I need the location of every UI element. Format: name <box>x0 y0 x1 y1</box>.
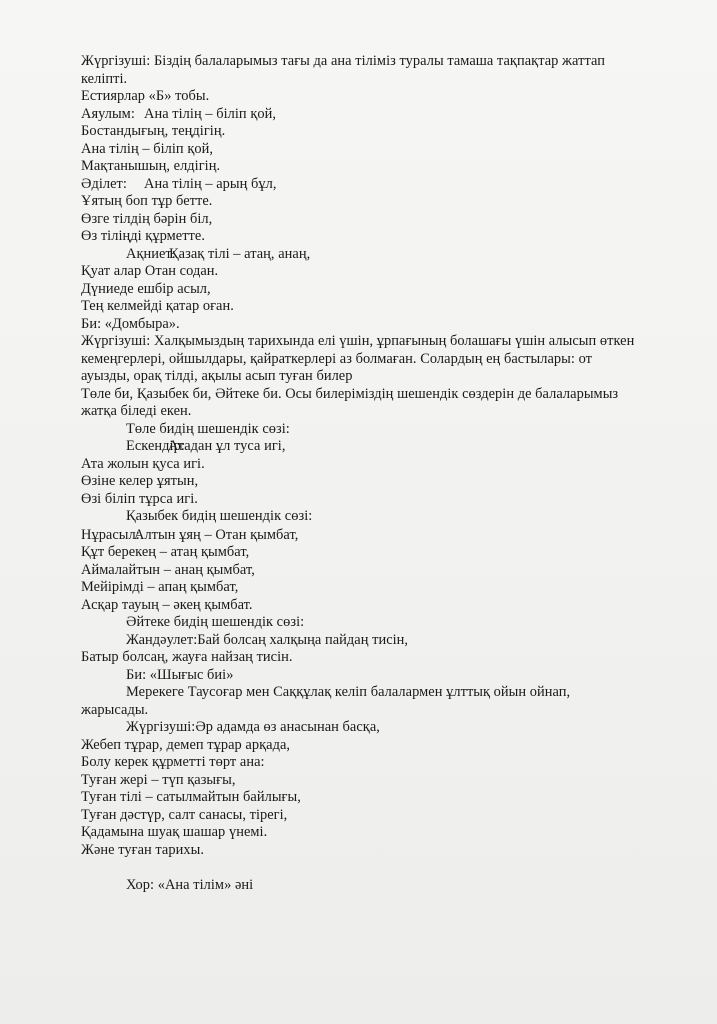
poem-line <box>81 106 641 124</box>
dance-line: Би: «Шығыс биі» <box>126 666 234 683</box>
document-body <box>81 53 641 894</box>
verse-text: Қазақ тілі – атаң, анаң, <box>169 245 311 262</box>
choir-line: Хор: «Ана тілім» әні <box>126 876 254 893</box>
poem-line: Мейірімді – апаң қымбат, <box>81 579 239 595</box>
poem-line: Дүниеде ешбір асыл, <box>81 280 211 297</box>
poem-line: Туған дәстүр, салт санасы, тірегі, <box>81 806 288 823</box>
poem-line: Асқар тауың – әкең қымбат. <box>81 596 253 613</box>
poem-line: Бостандығың, теңдігің. <box>81 123 226 139</box>
poem-line: Батыр болсаң, жауға найзаң тисін. <box>81 649 293 665</box>
group-title: Естиярлар «Б» тобы. <box>81 88 210 104</box>
poem-line: Туған жері – түп қазығы, <box>81 771 236 788</box>
poem-line: Жебеп тұрар, демеп тұрар арқада, <box>81 736 291 753</box>
poem-line: Жүргізуші:Әр адамда өз анасынан басқа, <box>126 719 380 735</box>
poem-line: Туған тілі – сатылмайтын байлығы, <box>81 789 301 805</box>
poem-line: Және туған тарихы. <box>81 841 204 858</box>
section-heading: Қазыбек бидің шешендік сөзі: <box>126 508 313 524</box>
speaker-name: Нұрасыл: <box>81 526 140 543</box>
host-paragraph: Жүргізуші: Халқымыздың тарихында елі үшін, ұрпағының болашағы үшін алысып өткен кемеңгерлері, ойшылдары, қайраткерлері аз болмаған. Солардың ең бастылары: от ауызды, орақ тілді, ақылы асып туған билер <box>81 333 635 384</box>
poem-line: Қадамына шуақ шашар үнемі. <box>81 824 268 840</box>
poem-line <box>81 527 641 545</box>
poem-line: Өз тіліңді құрметте. <box>81 228 205 244</box>
poem-line: Жандәулет:Бай болсаң халқыңа пайдаң тисін, <box>126 631 409 648</box>
speaker-name: Ақниет: <box>126 245 176 262</box>
poem-line: Ата жолын қуса игі. <box>81 455 205 472</box>
poem-line: Ана тілің – біліп қой, <box>81 140 214 157</box>
verse-text: Ана тілің – арың бұл, <box>144 175 277 192</box>
poem-line: Болу керек құрметті төрт ана: <box>81 754 265 770</box>
poem-line: Аймалайтын – анаң қымбат, <box>81 561 255 578</box>
poem-line: Өзі біліп тұрса игі. <box>81 490 198 507</box>
poem-line: Құт берекең – атаң қымбат, <box>81 544 250 560</box>
verse-text: Алтын ұяң – Отан қымбат, <box>134 526 299 543</box>
blank-line <box>81 859 641 877</box>
host-intro-line: Жүргізуші: Біздің балаларымыз тағы да ана тіліміз туралы тамаша тақпақтар жаттап келіпті. <box>81 53 605 87</box>
poem-line: Ұятың боп тұр бетте. <box>81 193 213 209</box>
game-text: Мерекеге Таусоғар мен Саққұлақ келіп балалармен ұлттық ойын ойнап, жарысады. <box>81 684 571 718</box>
section-heading: Төле бидің шешендік сөзі: <box>126 420 290 437</box>
speaker-name: Ескендір: <box>126 438 185 454</box>
poem-line <box>81 176 641 194</box>
verse-text: Атадан ұл туса игі, <box>168 438 286 454</box>
game-paragraph <box>81 684 641 719</box>
poem-line: Өзіне келер ұятын, <box>81 473 199 489</box>
host-paragraph: Төле би, Қазыбек би, Әйтеке би. Осы билеріміздің шешендік сөздерін де балаларымыз жатқа біледі екен. <box>81 385 619 419</box>
dance-line: Би: «Домбыра». <box>81 315 180 332</box>
poem-line <box>81 438 641 456</box>
verse-text: Ана тілің – біліп қой, <box>144 105 277 122</box>
speaker-name: Аяулым: <box>81 105 135 122</box>
poem-line: Тең келмейді қатар оған. <box>81 298 234 314</box>
speaker-name: Әділет: <box>81 175 127 192</box>
section-heading: Әйтеке бидің шешендік сөзі: <box>126 614 305 630</box>
poem-line: Қуат алар Отан содан. <box>81 263 219 279</box>
poem-line: Мақтанышың, елдігің. <box>81 158 221 174</box>
poem-line <box>81 246 641 264</box>
poem-line: Өзге тілдің бәрін біл, <box>81 210 213 227</box>
